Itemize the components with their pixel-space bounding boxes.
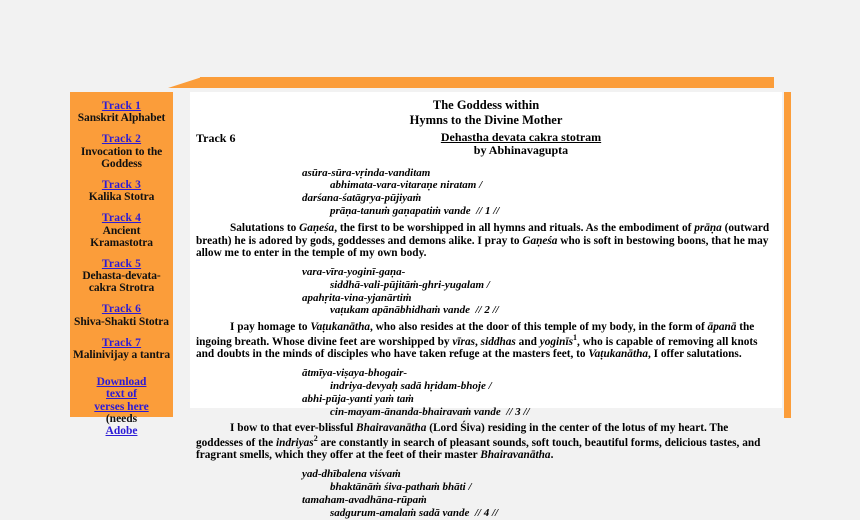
verse-1-line-3: darśana-śatāgrya-pūjiyaṁ xyxy=(302,192,422,205)
verse-block-4 xyxy=(190,468,782,519)
content-page xyxy=(190,92,782,519)
sidebar-track-5 xyxy=(70,258,173,295)
translation-3: I bow to that ever-blissful Bhairavanātha (Lord Śiva) residing in the center of the lotus of my heart. The goddesses of the indriyas$^2$ are constantly in search of pleasant sounds, soft touch, beautiful forms, delicious tastes, and fragrant smells, which they offer at the feet of their master Bhairavanātha. xyxy=(196,422,761,462)
track-header-row xyxy=(190,131,782,161)
verse-2-line-4: vaṭukam apānābhidhaṁ vande // 2 // xyxy=(330,304,499,317)
download-link-line-1[interactable]: Download xyxy=(96,376,147,389)
track-link-1[interactable]: Track 1 xyxy=(101,100,142,112)
top-accent-bar xyxy=(200,77,774,88)
track-link-6[interactable]: Track 6 xyxy=(101,303,142,316)
verse-3-line-1: ātmīya-viṣaya-bhogair- xyxy=(302,366,408,379)
verse-4-line-3: tamaham-avadhāna-rūpaṁ xyxy=(302,493,427,506)
poem-heading xyxy=(190,131,782,157)
verse-block-1 xyxy=(190,167,782,218)
track-desc-2: Invocation to the Goddess xyxy=(80,145,163,170)
stanza-list xyxy=(190,167,782,520)
track-link-4[interactable]: Track 4 xyxy=(101,212,142,225)
verse-1-line-2: abhimata-vara-vitaraṇe niratam / xyxy=(330,179,483,192)
sidebar-track-7 xyxy=(70,337,173,361)
verse-block-3 xyxy=(190,367,782,418)
track-link-7[interactable]: Track 7 xyxy=(101,336,142,349)
verse-1-line-1: asūra-sūra-vṛinda-vanditam xyxy=(302,166,431,179)
site-title-line-2: Hymns to the Divine Mother xyxy=(409,112,563,127)
verse-4-line-4: sadgurum-amalaṁ sadā vande // 4 // xyxy=(330,506,499,519)
verse-1-line-4: prāṇa-tanuṁ gaṇapatiṁ vande // 1 // xyxy=(330,205,500,218)
verse-3-line-3: abhi-pūja-yanti yaṁ taṁ xyxy=(302,392,414,405)
verse-2-line-3: apahṛita-vina-yjanārtiṁ xyxy=(302,291,412,304)
track-label: Track 6 xyxy=(196,130,236,145)
sidebar-track-3 xyxy=(70,179,173,203)
verse-3-line-2: indriya-devyaḥ sadā hṛidam-bhoje / xyxy=(330,379,492,392)
sidebar-track-4 xyxy=(70,212,173,249)
translation-1: Salutations to Gaṇeśa, the first to be worshipped in all hymns and rituals. As the embodiment of prāṇa (outward breath) he is adored by gods, goddesses and demons alike. I pray to Gaṇeśa who is soft in bestowing boons, that he may allow me to enter in the temple of my own body. xyxy=(196,221,770,260)
verse-2-line-1: vara-vīra-yoginī-gaṇa- xyxy=(302,265,406,278)
site-title xyxy=(190,96,782,131)
translation-2: I pay homage to Vaṭukanātha, who also resides at the door of this temple of my body, in the form of āpanā the ingoing breath. Whose divine feet are worshipped by vīras, siddhas and yoginīs$^1$, who is capable of removing all knots and doubts in the minds of disciples who have taken refuge at the masters feet, to Vaṭukanātha, I offer salutations. xyxy=(196,321,758,361)
sidebar-track-6 xyxy=(70,303,173,327)
top-bar-taper xyxy=(168,77,202,88)
verse-4-line-2: bhaktānāṁ śiva-pathaṁ bhāti / xyxy=(330,480,472,493)
sidebar-track-2 xyxy=(70,133,173,170)
sidebar-track-1 xyxy=(70,100,173,124)
track-desc-7: Malinivijay a tantra xyxy=(72,349,171,361)
site-title-line-1: The Goddess within xyxy=(432,98,540,112)
right-accent-stripe xyxy=(784,92,791,418)
sidebar-nav xyxy=(70,92,173,437)
download-link-line-2[interactable]: text of xyxy=(106,388,137,401)
track-list xyxy=(70,100,173,361)
track-desc-3: Kalika Stotra xyxy=(88,191,155,204)
track-desc-5: Dehasta-devata-cakra Strotra xyxy=(82,270,161,295)
verse-block-2 xyxy=(190,266,782,317)
poem-title: Dehastha devata cakra stotram xyxy=(440,129,602,144)
track-desc-6: Shiva-Shakti Stotra xyxy=(74,315,169,328)
track-link-3[interactable]: Track 3 xyxy=(101,178,142,191)
poem-author: by Abhinavagupta xyxy=(473,142,569,157)
verse-3-line-4: cin-mayam-ānanda-bhairavaṁ vande // 3 // xyxy=(330,405,530,418)
download-note-line-4: (needs xyxy=(105,412,138,425)
track-desc-1: Sanskrit Alphabet xyxy=(77,112,166,125)
track-link-2[interactable]: Track 2 xyxy=(101,133,142,146)
verse-2-line-2: siddhā-vali-pūjitāṁ-ghri-yugalam / xyxy=(330,278,490,291)
download-link-line-3[interactable]: verses here xyxy=(94,400,149,413)
download-link-line-5[interactable]: Adobe xyxy=(105,424,138,437)
download-block xyxy=(70,376,173,437)
track-desc-4: Ancient Kramastotra xyxy=(90,224,153,249)
track-link-5[interactable]: Track 5 xyxy=(101,257,142,270)
verse-4-line-1: yad-dhībalena viśvaṁ xyxy=(302,468,401,481)
